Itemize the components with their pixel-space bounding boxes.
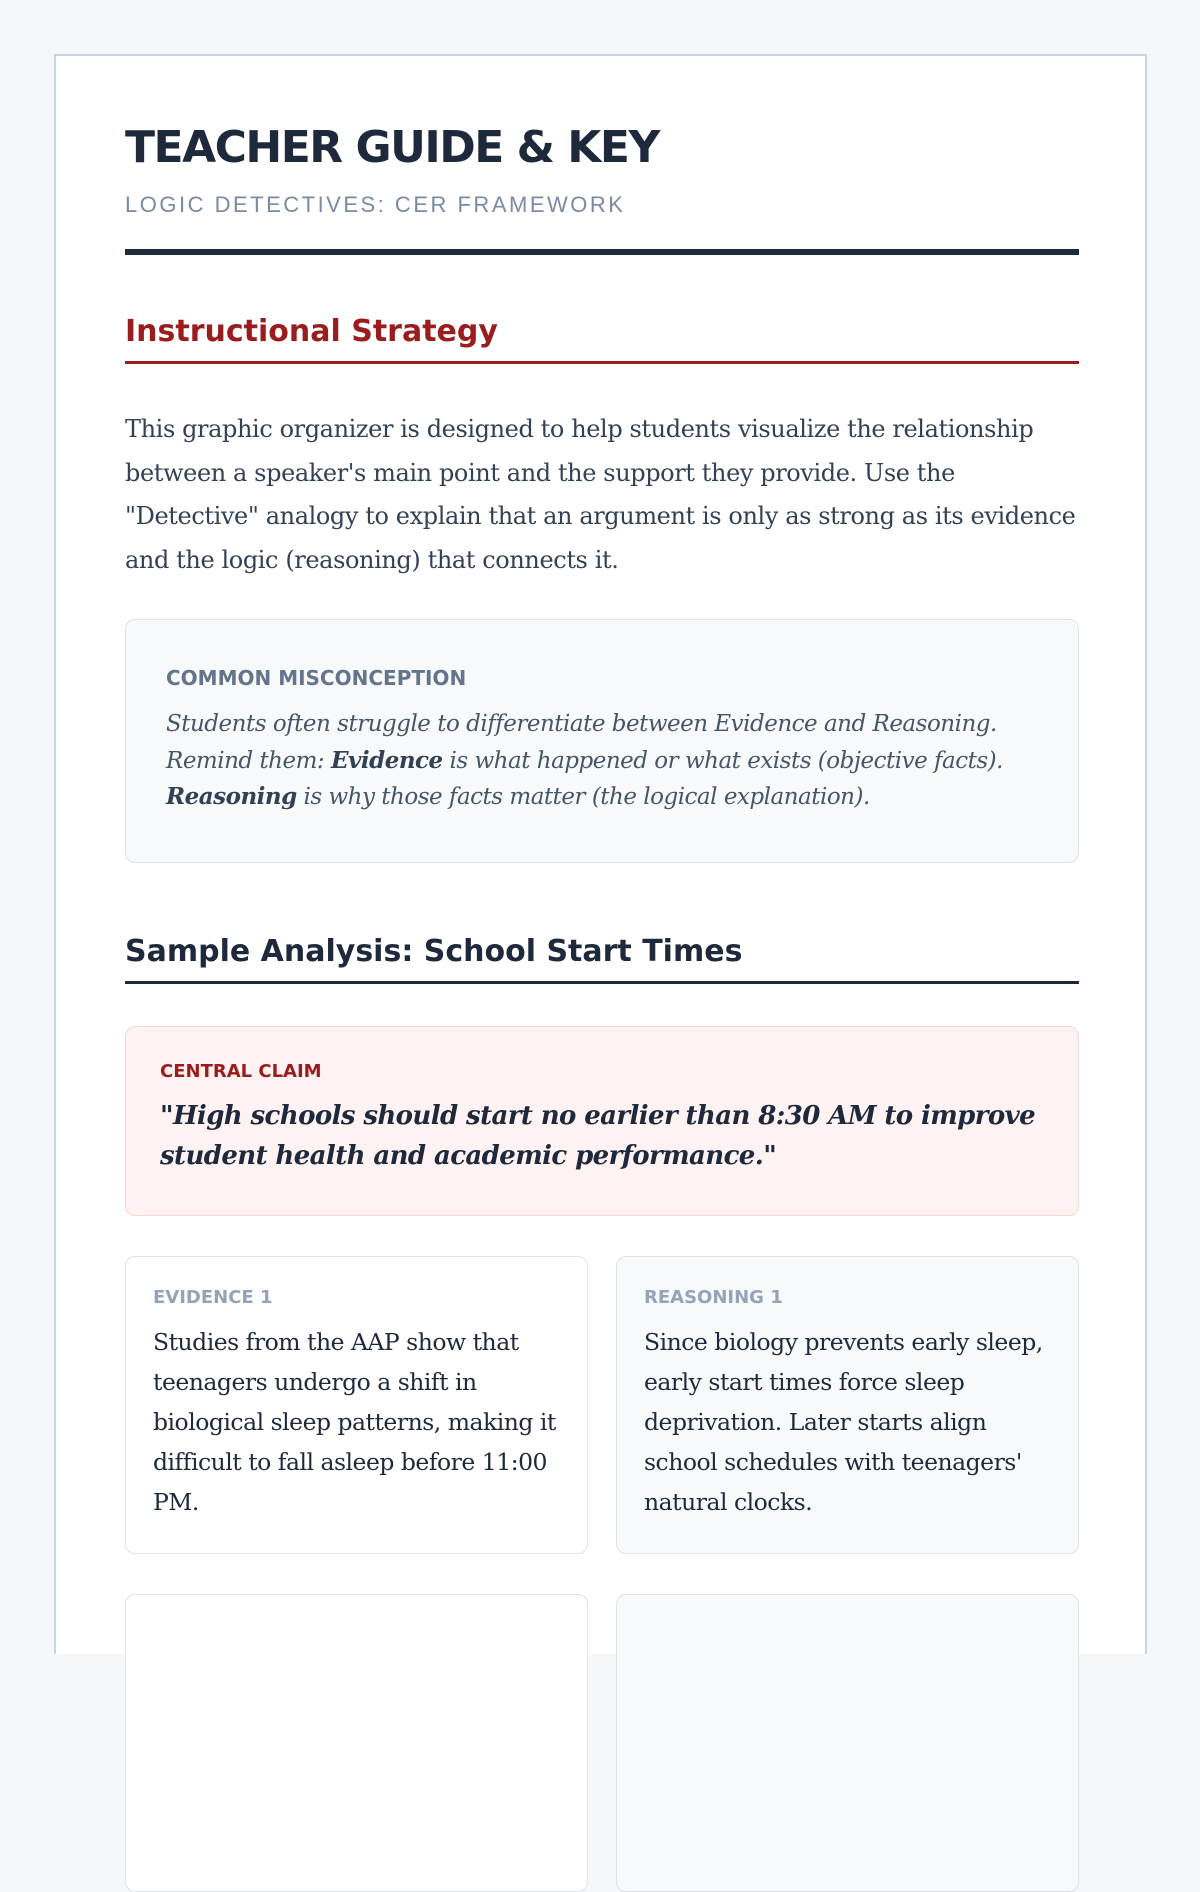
document-page — [54, 54, 1147, 1654]
text-part: is what happened or what exists (objective facts). — [442, 747, 1003, 774]
misconception-text — [166, 706, 1038, 816]
card-text: Studies from the AAP show that teenagers undergo a shift in biological sleep patterns, making it difficult to fall asleep before 11:00 PM. — [153, 1328, 556, 1516]
card-text: Since biology prevents early sleep, early start times force sleep deprivation. Later starts align school schedules with teenagers' natural clocks. — [644, 1328, 1043, 1516]
strategy-paragraph: This graphic organizer is designed to help students visualize the relationship between a speaker's main point and the support they provide. Use the "Detective" analogy to explain that an argument is only as strong as its evidence and the logic (reasoning) that connects it. — [125, 415, 1076, 574]
reasoning-term: Reasoning — [166, 783, 297, 810]
card-label: REASONING 1 — [644, 1287, 783, 1308]
reasoning-card-next — [616, 1594, 1079, 1892]
misconception-label: COMMON MISCONCEPTION — [166, 666, 467, 690]
claim-box — [125, 1026, 1079, 1216]
sample-heading: Sample Analysis: School Start Times — [125, 934, 1079, 984]
evidence-card — [125, 1256, 588, 1554]
claim-label: CENTRAL CLAIM — [160, 1061, 322, 1082]
page-title: TEACHER GUIDE & KEY — [125, 122, 659, 173]
misconception-box — [125, 619, 1079, 863]
card-label: EVIDENCE 1 — [153, 1287, 273, 1308]
evidence-term: Evidence — [330, 746, 443, 774]
text-part: is why those facts matter (the logical explanation). — [296, 784, 870, 810]
header-divider — [125, 249, 1079, 255]
text-part: Students often struggle to differentiate between Evidence and Reasoning. Remind them: — [166, 711, 997, 774]
strategy-heading: Instructional Strategy — [125, 314, 1079, 364]
reasoning-card — [616, 1256, 1079, 1554]
claim-text: "High schools should start no earlier than 8:30 AM to improve student health and academic performance." — [160, 1101, 1036, 1171]
evidence-card-next — [125, 1594, 588, 1892]
page-subtitle: LOGIC DETECTIVES: CER FRAMEWORK — [125, 192, 626, 217]
